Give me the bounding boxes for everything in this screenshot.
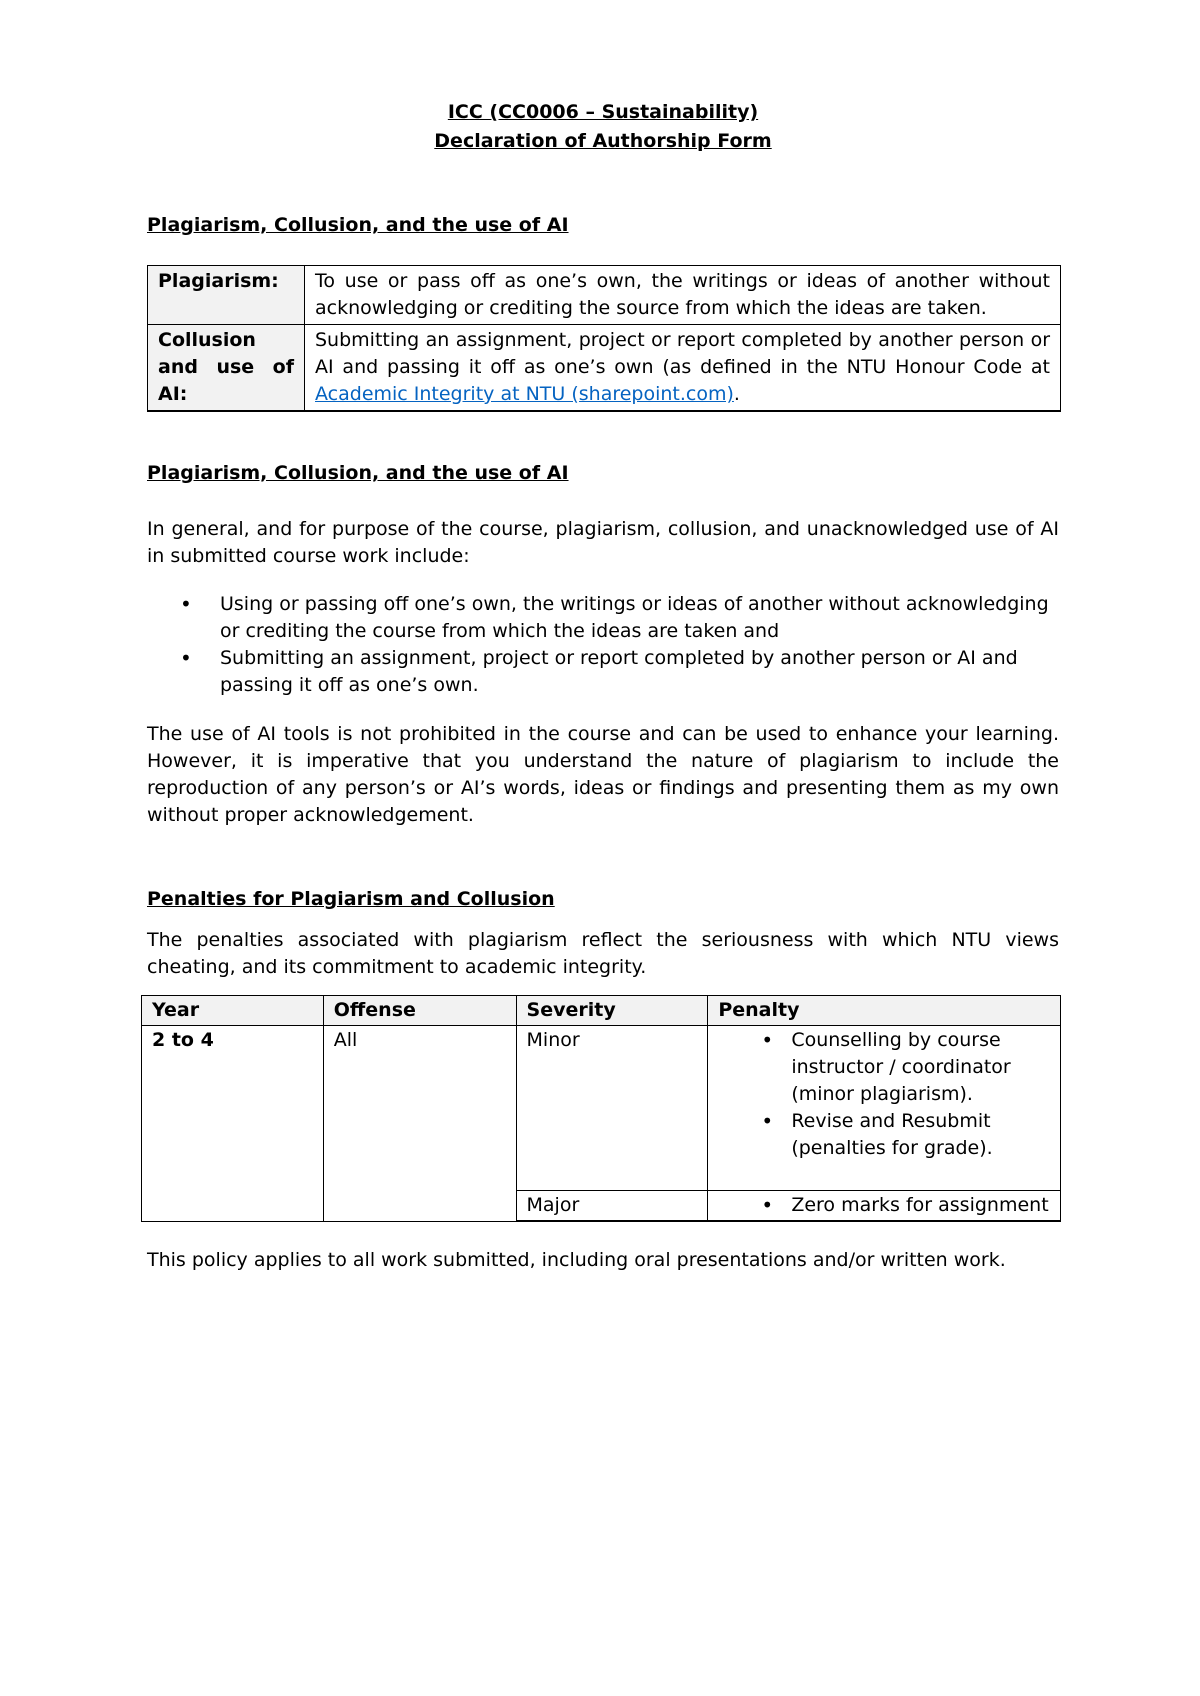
- section-heading-1: Plagiarism, Collusion, and the use of AI: [147, 214, 569, 236]
- penalty-table: [141, 995, 1061, 1222]
- term-plagiarism: Plagiarism:: [148, 266, 305, 325]
- penalties-intro: The penalties associated with plagiarism reflect the seriousness with which NTU views cheating, and its commitment to academic integrity.: [147, 929, 1059, 978]
- table-row: [148, 266, 1061, 325]
- title-line-1: ICC (CC0006 – Sustainability): [447, 101, 759, 123]
- section-heading-2: Plagiarism, Collusion, and the use of AI: [147, 462, 569, 484]
- offense-cell: All: [323, 1026, 516, 1222]
- academic-integrity-link[interactable]: Academic Integrity at NTU (sharepoint.com): [315, 383, 734, 405]
- penalty-cell-major: [708, 1191, 1061, 1222]
- list-item: • Zero marks for assignment: [718, 1192, 1050, 1219]
- list-item: • Counselling by course instructor / coordinator (minor plagiarism).: [718, 1027, 1050, 1108]
- column-header-penalty: Penalty: [708, 996, 1061, 1026]
- list-item: • Submitting an assignment, project or report completed by another person or AI and passing it off as one’s own.: [147, 645, 1059, 699]
- column-header-severity: Severity: [516, 996, 708, 1026]
- term-collusion: Collusion and use of AI:: [148, 325, 305, 412]
- year-cell: 2 to 4: [142, 1026, 324, 1222]
- intro-paragraph: In general, and for purpose of the course, plagiarism, collusion, and unacknowledged use of AI in submitted course work include:: [147, 518, 1059, 567]
- definition-collusion-text: Submitting an assignment, project or report completed by another person or AI and passing it off as one’s own (as defined in the NTU Honour Code at: [315, 329, 1050, 378]
- title-line-2: Declaration of Authorship Form: [434, 130, 772, 152]
- definition-collusion: [305, 325, 1061, 412]
- list-item: • Using or passing off one’s own, the writings or ideas of another without acknowledging or crediting the course from which the ideas are taken and: [147, 591, 1059, 645]
- ai-tools-paragraph: The use of AI tools is not prohibited in the course and can be used to enhance your learning. However, it is imperative that you understand the nature of plagiarism to include the reproduction of any person’s or AI’s words, ideas or findings and presenting them as my own without proper acknowledgement.: [147, 723, 1059, 826]
- severity-cell-minor: Minor: [516, 1026, 708, 1191]
- severity-cell-major: Major: [516, 1191, 708, 1222]
- penalty-list-minor: [718, 1027, 1050, 1162]
- definitions-table: [147, 265, 1061, 412]
- table-header-row: [142, 996, 1061, 1026]
- list-item: • Revise and Resubmit (penalties for grade).: [718, 1108, 1050, 1162]
- table-row: [142, 1026, 1061, 1191]
- penalty-cell-minor: [708, 1026, 1061, 1191]
- definition-collusion-end: .: [733, 383, 740, 405]
- table-row: [148, 325, 1061, 412]
- footer-note: This policy applies to all work submitted, including oral presentations and/or written work.: [147, 1249, 1006, 1271]
- penalty-list-major: [718, 1192, 1050, 1219]
- section-heading-3: Penalties for Plagiarism and Collusion: [147, 888, 555, 910]
- column-header-offense: Offense: [323, 996, 516, 1026]
- document-page: [147, 98, 1059, 1274]
- column-header-year: Year: [142, 996, 324, 1026]
- definition-plagiarism: To use or pass off as one’s own, the writings or ideas of another without acknowledging or crediting the source from which the ideas are taken.: [305, 266, 1061, 325]
- conduct-list: [147, 591, 1059, 699]
- document-title: [147, 98, 1059, 156]
